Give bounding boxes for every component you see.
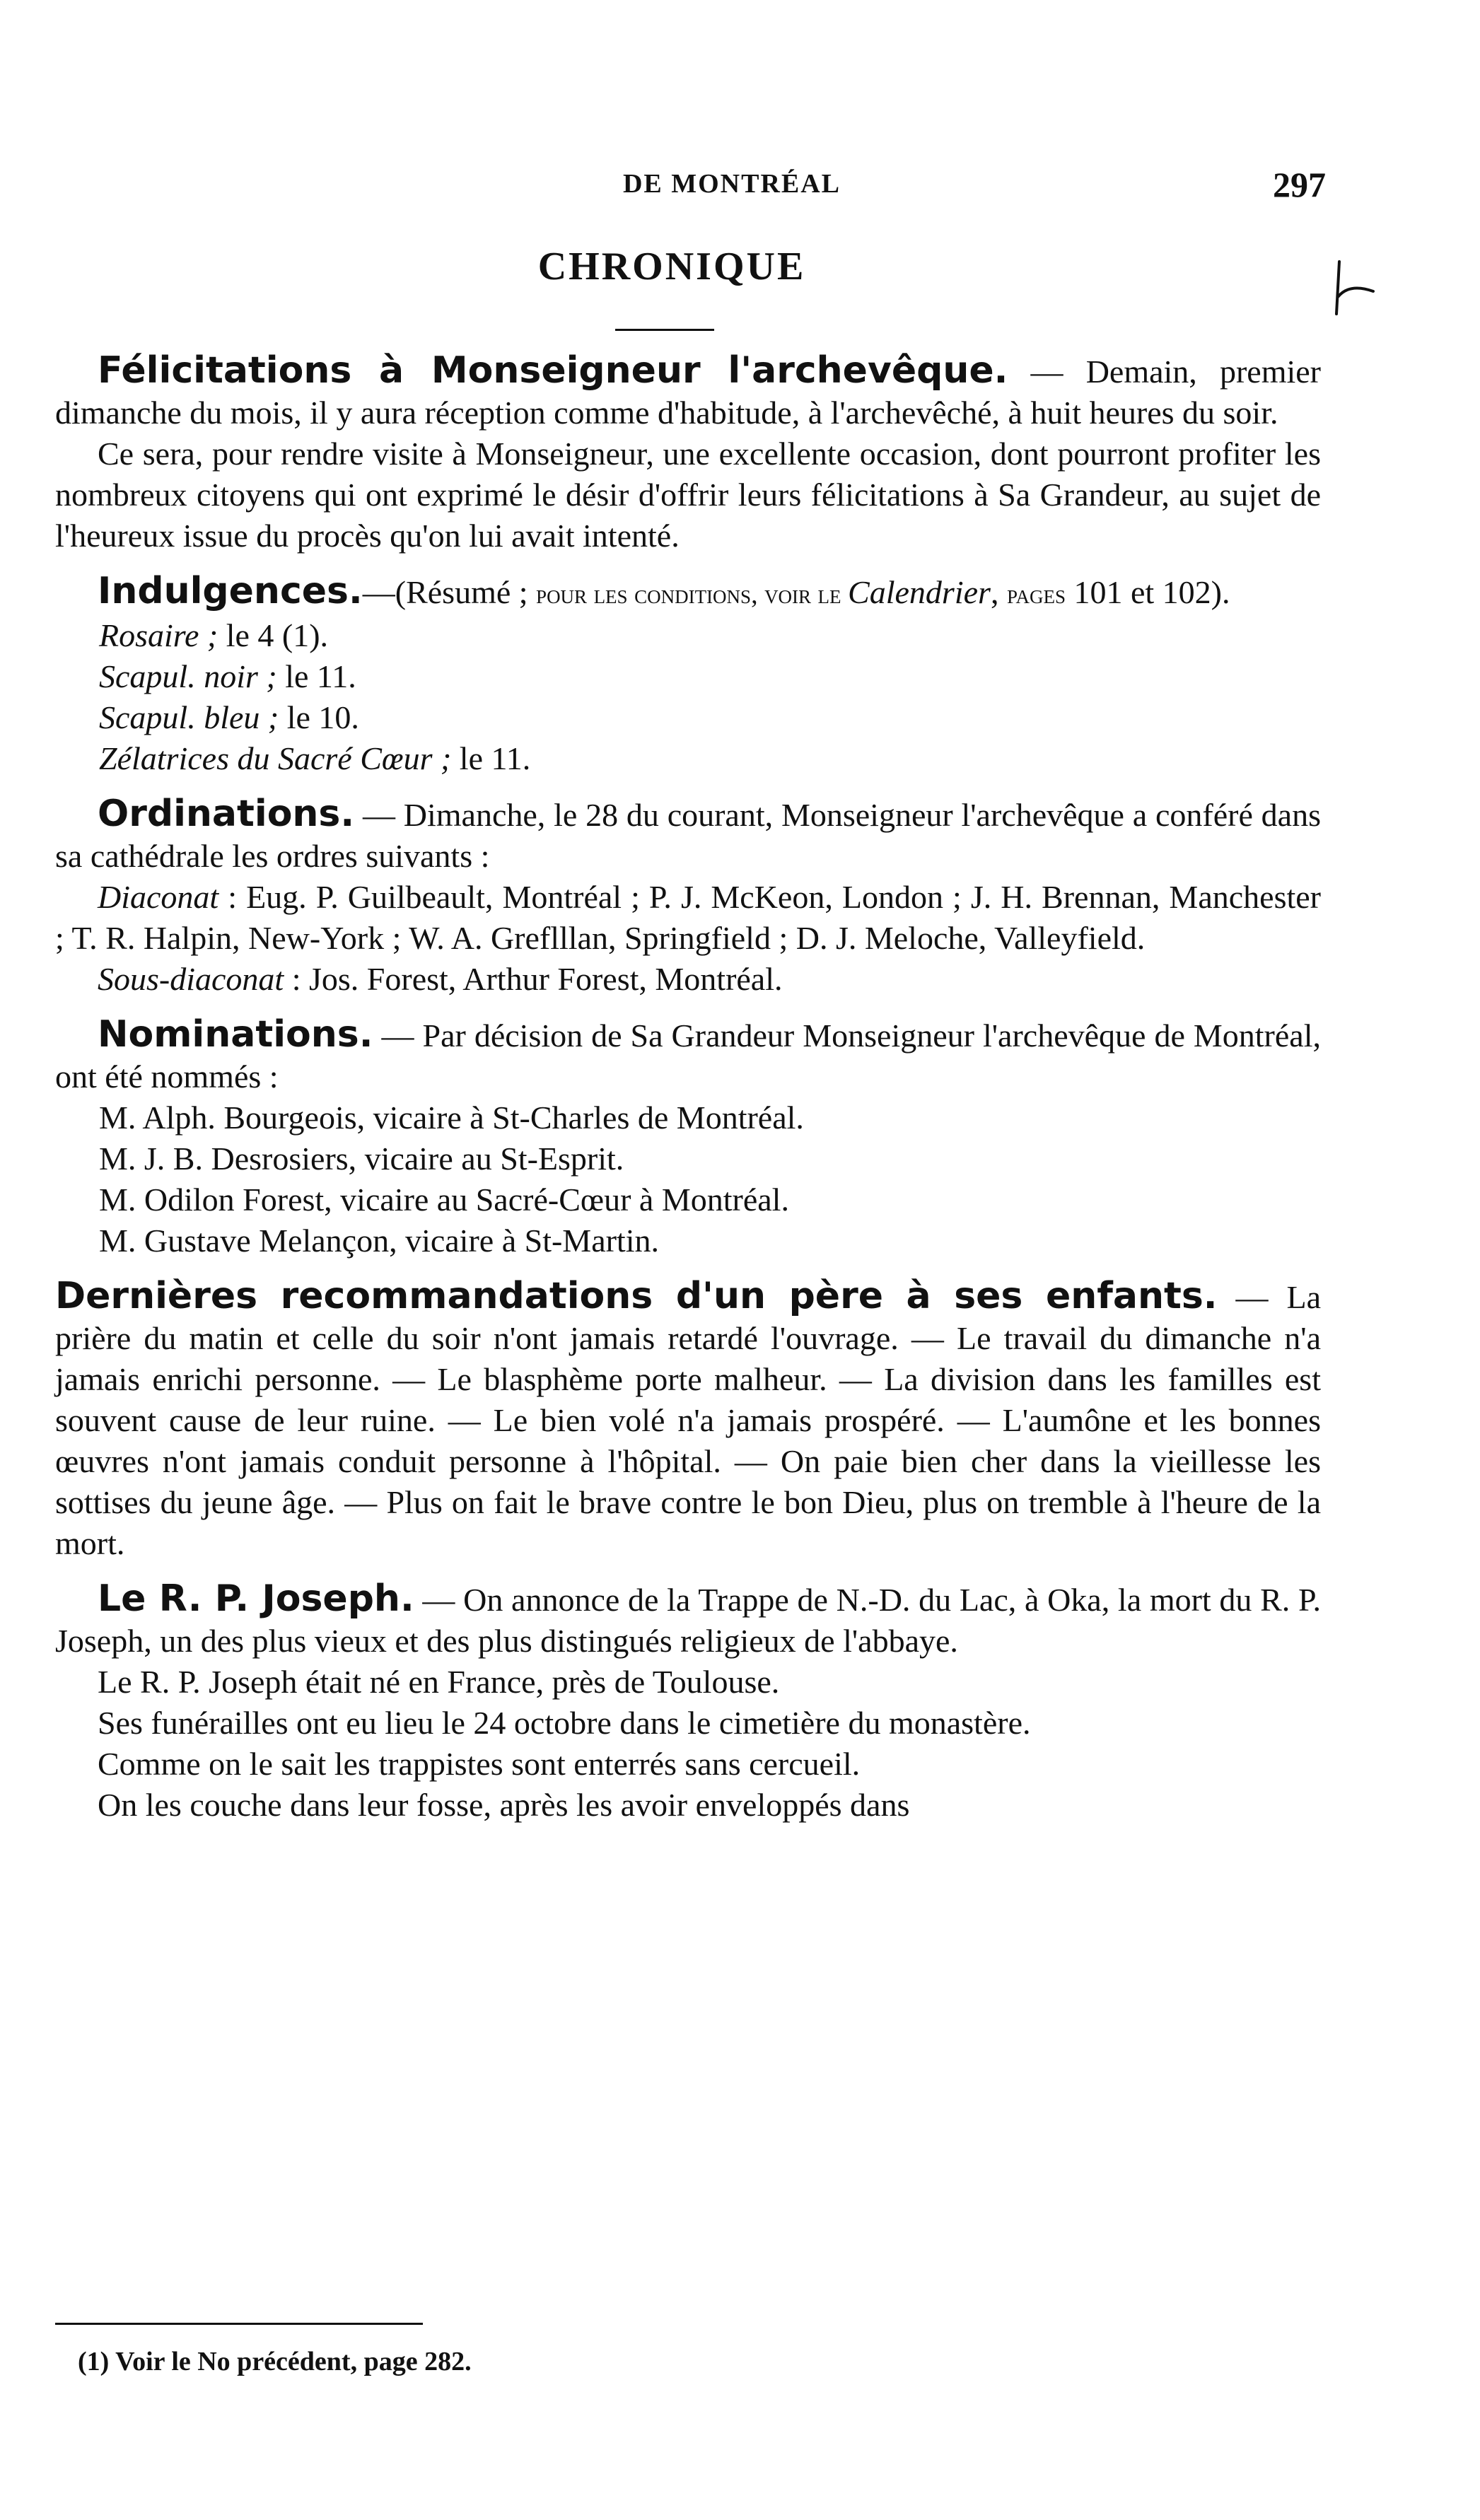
- entry-text: — Dimanche, le 28 du courant, Monseigneur l'archevêque a conféré dans sa cathédrale les ordres suivants :: [55, 797, 1321, 874]
- paragraph: Ce sera, pour rendre visite à Monseigneur, une excellente occasion, dont pourront profiter les nombreux citoyens qui ont exprimé le désir d'offrir leurs félicitations à Sa Grandeur, au sujet de l'heureux issue du procès qu'on lui avait intenté.: [55, 436, 1321, 554]
- entry-joseph: [55, 1578, 1321, 1826]
- list-item: [99, 615, 1321, 656]
- item-name: Scapul. bleu ;: [99, 699, 279, 735]
- item-name: Scapul. noir ;: [99, 658, 277, 694]
- paragraph: [55, 793, 1321, 877]
- paragraph: Comme on le sait les trappistes sont enterrés sans cercueil.: [98, 1746, 861, 1782]
- entry-text-smallcaps: pages: [1006, 580, 1066, 609]
- item-name: Zélatrices du Sacré Cœur ;: [99, 740, 452, 776]
- entry-text-italic: Calendrier: [848, 574, 991, 610]
- title-rule: [615, 329, 714, 331]
- entry-text: —(Résumé ;: [362, 574, 537, 610]
- entry-recommandations: [55, 1276, 1321, 1564]
- entry-text: — Par décision de Sa Grandeur Monseigneur l'archevêque de Montréal, ont été nommés :: [55, 1017, 1321, 1095]
- list-item: M. Gustave Melançon, vicaire à St-Martin.: [99, 1223, 659, 1259]
- entry-heading: Nominations.: [98, 1013, 373, 1056]
- paragraph: Le R. P. Joseph était né en France, près de Toulouse.: [98, 1664, 780, 1700]
- item-value: le 10.: [279, 699, 359, 735]
- entry-heading: Dernières recommandations d'un père à ses enfants.: [55, 1275, 1218, 1317]
- running-head: [106, 165, 1358, 218]
- section-title: CHRONIQUE: [537, 245, 806, 288]
- footnote: (1) Voir le No précédent, page 282.: [78, 2347, 472, 2376]
- paragraph: [55, 350, 1321, 433]
- entry-text: — Demain, premier dimanche du mois, il y aura réception comme d'habitude, à l'archevêché, à huit heures du soir.: [55, 354, 1321, 431]
- order-text: : Jos. Forest, Arthur Forest, Montréal.: [284, 961, 783, 997]
- paragraph: [55, 1578, 1321, 1662]
- list-item: M. Odilon Forest, vicaire au Sacré-Cœur à Montréal.: [99, 1182, 789, 1218]
- chronicle-body: [55, 350, 1321, 1840]
- list-item: M. Alph. Bourgeois, vicaire à St-Charles de Montréal.: [99, 1099, 804, 1136]
- item-value: le 4 (1).: [218, 617, 329, 653]
- order-text: : Eug. P. Guilbeault, Montréal ; P. J. McKeon, London ; J. H. Brennan, Manchester ; T. R. Halpin, New-York ; W. A. Greflllan, Springfield ; D. J. Meloche, Valleyfield.: [55, 879, 1321, 956]
- entry-heading: Félicitations à Monseigneur l'archevêque.: [98, 349, 1008, 392]
- entry-heading: Ordinations.: [98, 793, 355, 835]
- entry-indulgences: [55, 571, 1321, 779]
- entry-text: ,: [990, 574, 1007, 610]
- footnote-rule: [55, 2323, 423, 2325]
- item-value: le 11.: [276, 658, 356, 694]
- indulgence-list: [55, 615, 1321, 779]
- entry-ordinations: [55, 793, 1321, 1000]
- running-head-title: DE MONTRÉAL: [622, 169, 841, 199]
- paragraph: [55, 877, 1321, 959]
- entry-heading: Le R. P. Joseph.: [98, 1577, 414, 1620]
- item-value: le 11.: [451, 740, 531, 776]
- paragraph: [55, 571, 1321, 615]
- entry-heading: Indulgences.: [98, 570, 363, 612]
- entry-text: — On annonce de la Trappe de N.-D. du Lac, à Oka, la mort du R. P. Joseph, un des plus vieux et des plus distingués religieux de l'abbaye.: [55, 1582, 1322, 1659]
- list-item: [99, 738, 1321, 779]
- entry-text-smallcaps: pour les conditions, voir le: [536, 580, 849, 609]
- paragraph: On les couche dans leur fosse, après les avoir enveloppés dans: [98, 1787, 910, 1823]
- list-item: [99, 697, 1321, 738]
- nomination-list: [55, 1097, 1321, 1261]
- list-item: [99, 656, 1321, 697]
- page-number: 297: [1273, 165, 1326, 204]
- entry-text: — La prière du matin et celle du soir n'ont jamais retardé l'ouvrage. — Le travail du dimanche n'a jamais enrichi personne. — Le blasphème porte malheur. — La division dans les familles est souvent cause de leur ruine. — Le bien volé n'a jamais prospéré. — L'aumône et les bonnes œuvres n'ont jamais conduit personne à l'hôpital. — On paie bien cher dans la vieillesse les sottises du jeune âge. — Plus on fait le brave contre le bon Dieu, plus on tremble à l'heure de la mort.: [55, 1279, 1321, 1561]
- paragraph: [55, 1014, 1321, 1097]
- order-label: Diaconat: [98, 879, 219, 915]
- paragraph: Ses funérailles ont eu lieu le 24 octobre dans le cimetière du monastère.: [98, 1705, 1031, 1741]
- entry-nominations: [55, 1014, 1321, 1261]
- paragraph: [55, 1276, 1321, 1564]
- handwritten-check-mark: [1329, 255, 1379, 318]
- paragraph: [55, 959, 1321, 1000]
- item-name: Rosaire ;: [99, 617, 218, 653]
- list-item: M. J. B. Desrosiers, vicaire au St-Esprit.: [99, 1141, 624, 1177]
- entry-felicitations: [55, 350, 1321, 556]
- order-label: Sous-diaconat: [98, 961, 284, 997]
- entry-text: 101 et 102).: [1065, 574, 1230, 610]
